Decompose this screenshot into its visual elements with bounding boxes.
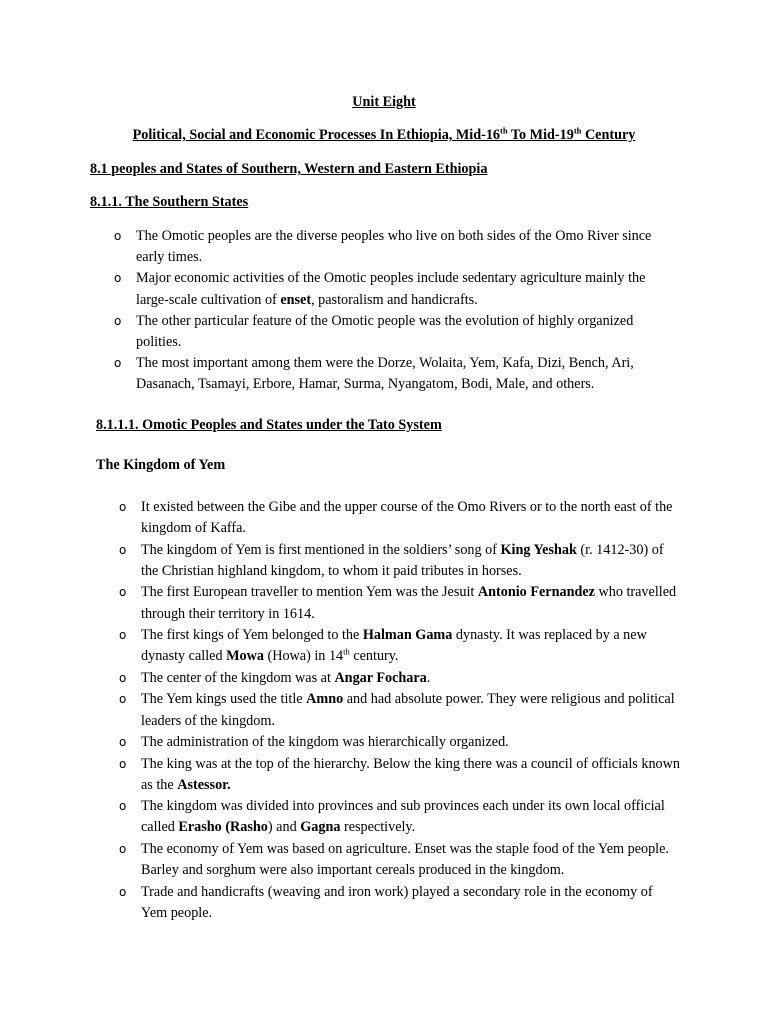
list-item-bold: Angar Fochara [334, 669, 427, 686]
bullet-icon: o [114, 313, 122, 328]
list-item-bold: Gagna [300, 819, 341, 836]
main-title-part3: Century [581, 127, 636, 143]
bullet-icon: o [119, 692, 127, 707]
list-item-text: (r. 1412-30) of the Christian highland kingdom, to whom it paid tributes in horses. [141, 541, 664, 579]
section-heading-8-1-1: 8.1.1. The Southern States [90, 194, 249, 210]
list-item-text: who travelled through their territory in 1614. [141, 584, 677, 622]
list-item [119, 754, 681, 796]
kingdom-of-yem-heading: The Kingdom of Yem [96, 457, 226, 473]
list-item-text: The king was at the top of the hierarchy. Below the king there was a council of officials known as the [141, 755, 680, 793]
list-item-sup: th [343, 646, 350, 657]
list-item-text: The Omotic peoples are the diverse peoples who live on both sides of the Omo River since early times. [136, 228, 652, 266]
list-item [119, 497, 681, 539]
list-item-bold: Antonio Fernandez [477, 584, 595, 601]
kingdom-of-yem-list [119, 497, 681, 924]
list-item-bold: Halman Gama [362, 627, 453, 644]
list-item-text: Major economic activities of the Omotic peoples include sedentary agriculture mainly the large-scale cultivation of [136, 270, 646, 308]
list-item [119, 882, 681, 924]
list-item-text: The other particular feature of the Omotic people was the evolution of highly organized polities. [136, 312, 634, 351]
list-item [114, 311, 681, 353]
bullet-icon: o [119, 756, 127, 771]
list-item-text: century. [349, 648, 399, 665]
list-item [119, 625, 681, 667]
list-item [119, 689, 681, 731]
list-item-text: The administration of the kingdom was hierarchically organized. [141, 734, 509, 751]
list-item [119, 732, 681, 753]
bullet-icon: o [114, 271, 122, 286]
list-item-bold: Erasho (Rasho [178, 819, 268, 836]
list-item [114, 268, 681, 310]
southern-states-list [114, 226, 681, 396]
main-title-sup2: th [573, 125, 582, 136]
list-item-text: The first kings of Yem belonged to the [141, 627, 363, 644]
list-item-text: The economy of Yem was based on agriculture. Enset was the staple food of the Yem people. Barley and sorghum were also important cereals produced in the kingdom. [141, 840, 669, 879]
list-item-text: The kingdom of Yem is first mentioned in the soldiers’ song of [141, 541, 501, 558]
list-item-text: (Howa) in 14 [263, 648, 344, 665]
list-item-text: and had absolute power. They were religious and political leaders of the kingdom. [141, 691, 675, 729]
list-item [114, 353, 681, 395]
bullet-icon: o [114, 356, 122, 371]
list-item-text: The center of the kingdom was at [141, 669, 335, 686]
main-title-sup1: th [500, 125, 508, 136]
list-item-text: The kingdom was divided into provinces and sub provinces each under its own local official called [141, 798, 665, 836]
unit-title: Unit Eight [352, 94, 416, 110]
bullet-icon: o [119, 884, 127, 899]
list-item [119, 839, 681, 881]
list-item [119, 582, 681, 624]
list-item-bold: enset [280, 291, 312, 308]
bullet-icon: o [119, 670, 127, 685]
list-item-text: ) and [267, 819, 301, 836]
list-item-text: , pastoralism and handicrafts. [311, 291, 478, 308]
list-item-text: Trade and handicrafts (weaving and iron work) played a secondary role in the economy of Yem people. [141, 883, 653, 921]
list-item-text: respectively. [340, 819, 416, 836]
list-item-text: The Yem kings used the title [141, 691, 307, 708]
main-title-part1: Political, Social and Economic Processes In Ethiopia, Mid-16 [132, 127, 501, 143]
list-item [119, 540, 681, 582]
list-item-text: It existed between the Gibe and the upper course of the Omo Rivers or to the north east of the kingdom of Kaffa. [141, 499, 673, 537]
bullet-icon: o [119, 500, 127, 514]
main-title-part2: To Mid-19 [507, 127, 574, 143]
section-heading-8-1-1-1: 8.1.1.1. Omotic Peoples and States under the Tato System [96, 417, 442, 433]
list-item-text: The first European traveller to mention Yem was the Jesuit [141, 584, 478, 601]
list-item-bold: Astessor. [177, 776, 231, 793]
list-item-bold: Mowa [226, 648, 264, 665]
list-item-bold: King Yeshak [500, 541, 577, 558]
list-item-text: . [426, 669, 431, 686]
bullet-icon: o [119, 585, 127, 600]
list-item [114, 226, 681, 268]
bullet-icon: o [119, 542, 127, 557]
list-item [119, 668, 681, 689]
list-item-text: The most important among them were the Dorze, Wolaita, Yem, Kafa, Dizi, Bench, Ari, Dasanach, Tsamayi, Erbore, Hamar, Surma, Nyangatom, Bodi, Male, and others. [136, 355, 634, 393]
bullet-icon: o [119, 628, 127, 643]
list-item-text: dynasty. It was replaced by a new dynasty called [141, 627, 647, 665]
bullet-icon: o [119, 799, 127, 814]
list-item-bold: Amno [306, 691, 344, 708]
bullet-icon: o [119, 841, 127, 856]
bullet-icon: o [114, 229, 122, 243]
main-title [0, 127, 768, 144]
bullet-icon: o [119, 735, 127, 750]
list-item [119, 796, 681, 838]
section-heading-8-1: 8.1 peoples and States of Southern, Western and Eastern Ethiopia [90, 161, 488, 177]
